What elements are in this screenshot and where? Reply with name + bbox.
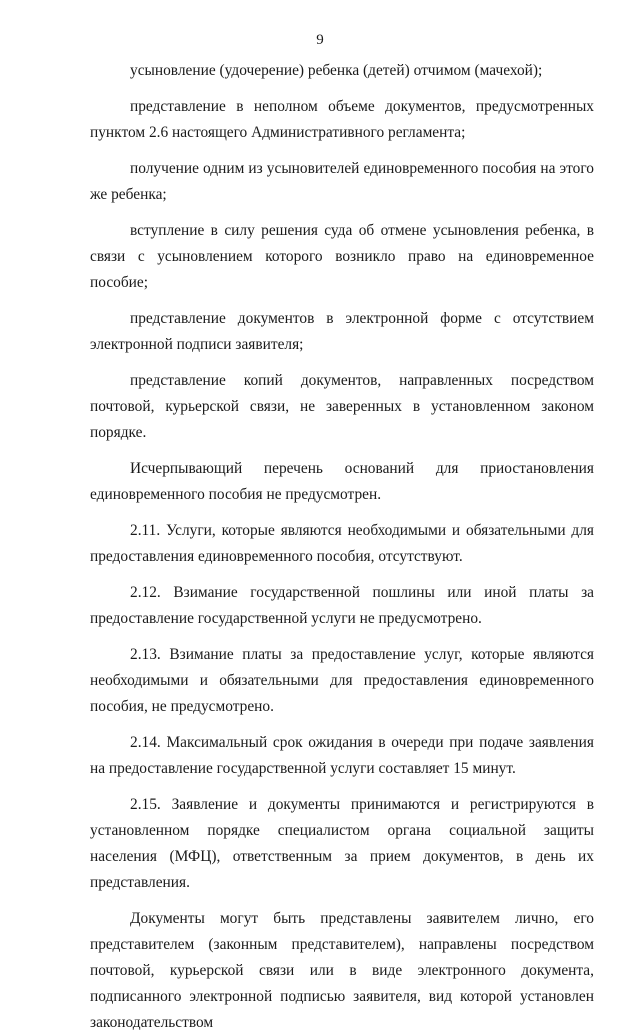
paragraph-2-15: 2.15. Заявление и документы принимаются и регистрируются в установленном порядке специалистом органа социальной защиты населения (МФЦ), ответственным за прием документов, в день их представления. xyxy=(90,796,594,891)
paragraph-submission-methods: Документы могут быть представлены заявителем лично, его представителем (законным представителем), направлены посредством почтовой, курьерской связи или в виде электронного документа, подписанного электронной подписью заявителя, вид которой установлен законодательством xyxy=(90,910,594,1031)
paragraph-adoption-stepparent: усыновление (удочерение) ребенка (детей) отчимом (мачехой); xyxy=(130,62,543,79)
paragraph-suspension-grounds: Исчерпывающий перечень оснований для приостановления единовременного пособия не предусмотрен. xyxy=(90,460,594,503)
paragraph-benefit-already-received: получение одним из усыновителей единовременного пособия на этого же ребенка; xyxy=(90,160,594,203)
page-number: 9 xyxy=(316,32,324,48)
paragraph-2-12: 2.12. Взимание государственной пошлины или иной платы за предоставление государственной услуги не предусмотрено. xyxy=(90,584,594,627)
paragraph-no-electronic-signature: представление документов в электронной форме с отсутствием электронной подписи заявителя; xyxy=(90,310,594,353)
document-body xyxy=(90,58,594,1036)
paragraph-2-11: 2.11. Услуги, которые являются необходимыми и обязательными для предоставления единовременного пособия, отсутствуют. xyxy=(90,522,594,565)
paragraph-uncertified-copies: представление копий документов, направленных посредством почтовой, курьерской связи, не заверенных в установленном законом порядке. xyxy=(90,372,594,441)
paragraph-adoption-cancelled: вступление в силу решения суда об отмене усыновления ребенка, в связи с усыновлением которого возникло право на единовременное пособие; xyxy=(90,222,594,291)
paragraph-incomplete-documents: представление в неполном объеме документов, предусмотренных пунктом 2.6 настоящего Административного регламента; xyxy=(90,98,594,141)
paragraph-2-13: 2.13. Взимание платы за предоставление услуг, которые являются необходимыми и обязательными для предоставления единовременного пособия, не предусмотрено. xyxy=(90,646,594,715)
paragraph-2-14: 2.14. Максимальный срок ожидания в очереди при подаче заявления на предоставление государственной услуги составляет 15 минут. xyxy=(90,734,594,777)
